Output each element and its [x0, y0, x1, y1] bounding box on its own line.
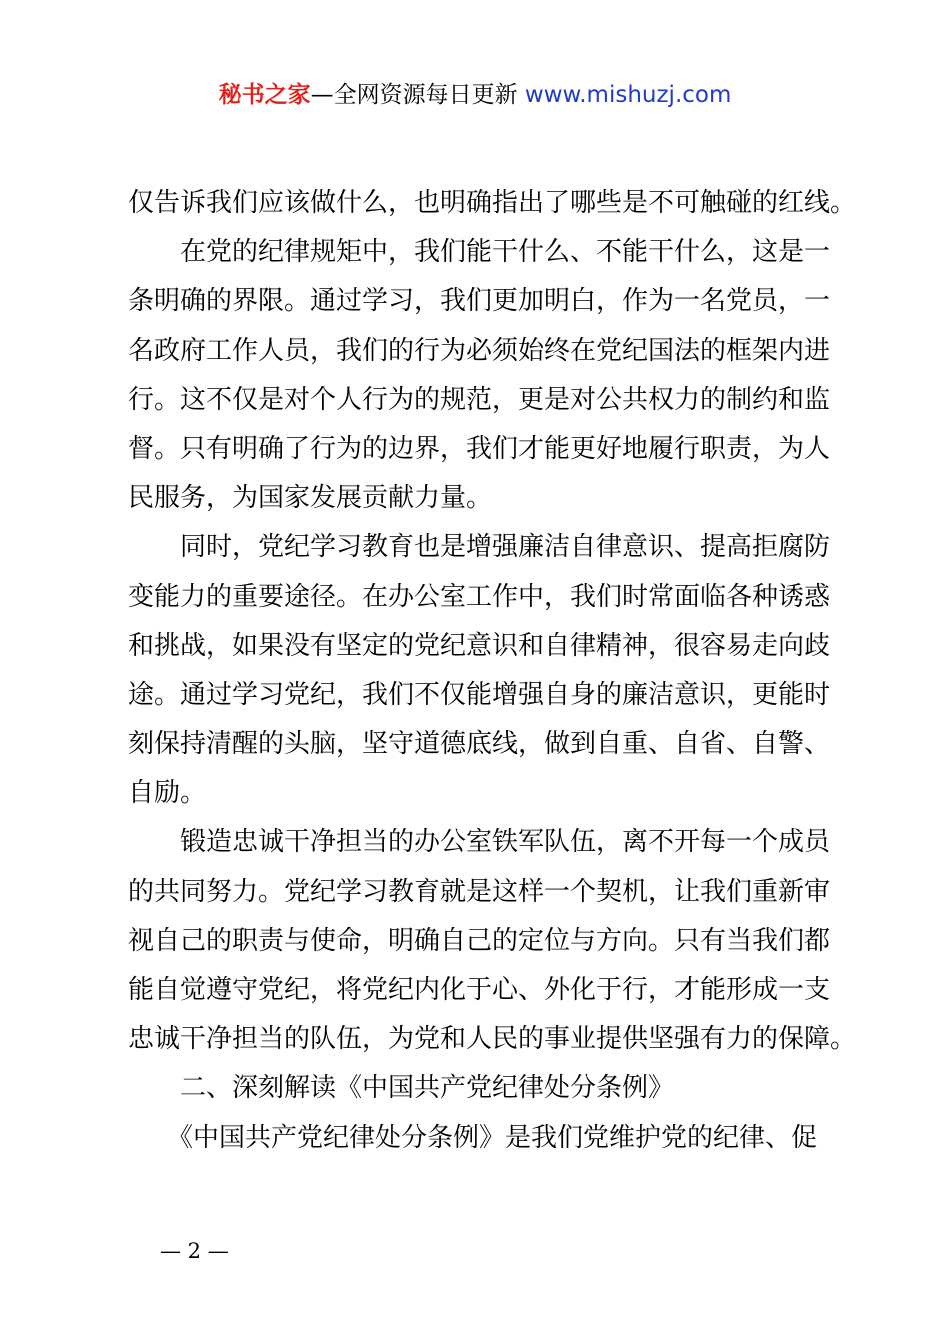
text-line: 督。只有明确了行为的边界，我们才能更好地履行职责，为人 [128, 433, 831, 464]
text-line: 变能力的重要途径。在办公室工作中，我们时常面临各种诱惑 [128, 581, 831, 612]
text-line: 条明确的界限。通过学习，我们更加明白，作为一名党员，一 [128, 286, 831, 317]
page-header [0, 78, 950, 112]
page-number: — 2 — [160, 1239, 229, 1263]
text-line: 名政府工作人员，我们的行为必须始终在党纪国法的框架内进 [128, 335, 831, 366]
text-line: 仅告诉我们应该做什么，也明确指出了哪些是不可触碰的红线。 [128, 188, 857, 218]
text-line: 途。通过学习党纪，我们不仅能增强自身的廉洁意识，更能时 [128, 679, 831, 710]
text-line: 视自己的职责与使命，明确自己的定位与方向。只有当我们都 [128, 925, 831, 956]
text-line: 锻造忠诚干净担当的办公室铁军队伍，离不开每一个成员 [128, 827, 831, 858]
text-line: 和挑战，如果没有坚定的党纪意识和自律精神，很容易走向歧 [128, 630, 831, 661]
site-tagline: —全网资源每日更新 [310, 82, 518, 108]
text-line: 同时，党纪学习教育也是增强廉洁自律意识、提高拒腐防 [128, 532, 831, 563]
text-line: 自励。 [128, 778, 207, 809]
text-line: 在党的纪律规矩中，我们能干什么、不能干什么，这是一 [128, 237, 831, 268]
text-line: 刻保持清醒的头脑，坚守道德底线，做到自重、自省、自警、 [128, 729, 831, 760]
site-url[interactable]: www.mishuzj.com [524, 82, 732, 108]
section-heading: 二、深刻解读《中国共产党纪律处分条例》 [128, 1073, 675, 1104]
text-line: 行。这不仅是对个人行为的规范，更是对公共权力的制约和监 [128, 384, 831, 415]
text-line: 民服务，为国家发展贡献力量。 [128, 483, 493, 514]
site-brand: 秘书之家 [218, 82, 311, 108]
text-line: 《中国共产党纪律处分条例》是我们党维护党的纪律、促 [128, 1122, 818, 1153]
text-line: 能自觉遵守党纪，将党纪内化于心、外化于行，才能形成一支 [128, 975, 831, 1005]
text-line: 忠诚干净担当的队伍，为党和人民的事业提供坚强有力的保障。 [128, 1024, 857, 1055]
text-line: 的共同努力。党纪学习教育就是这样一个契机，让我们重新审 [128, 876, 831, 907]
document-body [128, 179, 857, 1163]
